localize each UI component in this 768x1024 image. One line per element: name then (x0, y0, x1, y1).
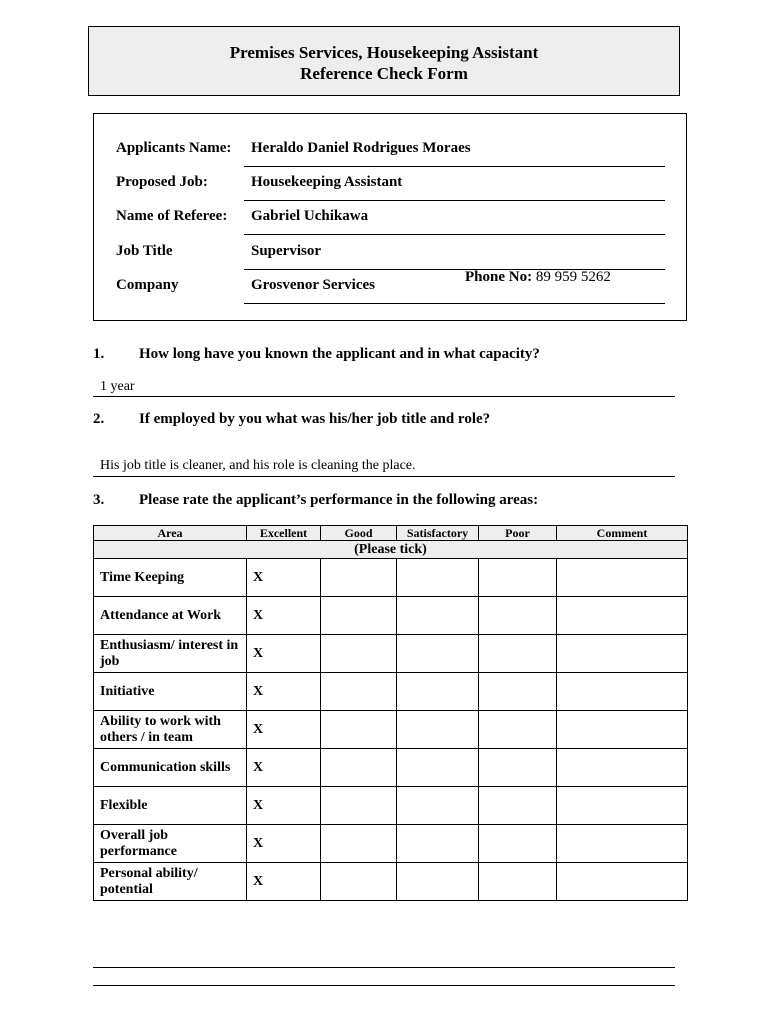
good-cell[interactable] (321, 711, 397, 749)
excellent-cell[interactable]: X (247, 559, 321, 597)
excellent-cell[interactable]: X (247, 597, 321, 635)
comment-cell[interactable] (557, 863, 688, 901)
excellent-cell[interactable]: X (247, 787, 321, 825)
please-tick-note: (Please tick) (94, 541, 688, 559)
table-row (94, 749, 688, 787)
satisfactory-cell[interactable] (397, 559, 479, 597)
poor-cell[interactable] (479, 597, 557, 635)
proposed-job-line (244, 200, 665, 201)
question-3-text: Please rate the applicant’s performance in the following areas: (139, 492, 539, 508)
comment-cell[interactable] (557, 787, 688, 825)
good-cell[interactable] (321, 863, 397, 901)
applicant-info-box (93, 113, 687, 321)
excellent-cell[interactable]: X (247, 825, 321, 863)
table-row (94, 673, 688, 711)
comment-cell[interactable] (557, 749, 688, 787)
header-satisfactory: Satisfactory (397, 526, 479, 541)
question-1 (93, 346, 540, 363)
table-header-row (94, 526, 688, 541)
table-row (94, 559, 688, 597)
answer-2-line (93, 476, 675, 477)
area-cell: Attendance at Work (94, 597, 247, 635)
header-comment: Comment (557, 526, 688, 541)
phone-value: 89 959 5262 (535, 269, 611, 285)
comment-cell[interactable] (557, 597, 688, 635)
excellent-cell[interactable]: X (247, 673, 321, 711)
question-2-number: 2. (93, 411, 105, 427)
header-area: Area (94, 526, 247, 541)
satisfactory-cell[interactable] (397, 711, 479, 749)
phone-number[interactable] (465, 269, 611, 286)
good-cell[interactable] (321, 673, 397, 711)
good-cell[interactable] (321, 597, 397, 635)
phone-label: Phone No: (465, 269, 533, 285)
good-cell[interactable] (321, 749, 397, 787)
satisfactory-cell[interactable] (397, 825, 479, 863)
form-title-box (88, 26, 680, 96)
form-title: Premises Services, Housekeeping Assistant (229, 43, 539, 62)
good-cell[interactable] (321, 635, 397, 673)
referee-name-label: Name of Referee: (116, 208, 228, 224)
applicant-name-label: Applicants Name: (116, 140, 232, 156)
comment-cell[interactable] (557, 673, 688, 711)
applicant-name-value[interactable]: Heraldo Daniel Rodrigues Moraes (251, 140, 471, 156)
table-row (94, 787, 688, 825)
signature-line-2 (93, 985, 675, 986)
comment-cell[interactable] (557, 635, 688, 673)
table-row (94, 711, 688, 749)
area-cell: Initiative (94, 673, 247, 711)
tick-note-row (94, 541, 688, 559)
form-subtitle: Reference Check Form (300, 64, 468, 83)
answer-1-line (93, 396, 675, 397)
excellent-cell[interactable]: X (247, 749, 321, 787)
good-cell[interactable] (321, 559, 397, 597)
question-1-text: How long have you known the applicant and in what capacity? (139, 346, 540, 362)
area-cell: Personal ability/ potential (94, 863, 247, 901)
applicant-name-line (244, 166, 665, 167)
table-row (94, 863, 688, 901)
poor-cell[interactable] (479, 787, 557, 825)
area-cell: Overall job performance (94, 825, 247, 863)
poor-cell[interactable] (479, 673, 557, 711)
company-line (244, 303, 665, 304)
satisfactory-cell[interactable] (397, 749, 479, 787)
job-title-label: Job Title (116, 243, 173, 259)
good-cell[interactable] (321, 787, 397, 825)
satisfactory-cell[interactable] (397, 863, 479, 901)
excellent-cell[interactable]: X (247, 711, 321, 749)
poor-cell[interactable] (479, 863, 557, 901)
area-cell: Enthusiasm/ interest in job (94, 635, 247, 673)
comment-cell[interactable] (557, 825, 688, 863)
header-excellent: Excellent (247, 526, 321, 541)
header-poor: Poor (479, 526, 557, 541)
comment-cell[interactable] (557, 711, 688, 749)
header-good: Good (321, 526, 397, 541)
poor-cell[interactable] (479, 825, 557, 863)
question-2-text: If employed by you what was his/her job title and role? (139, 411, 491, 427)
question-2 (93, 411, 490, 428)
area-cell: Flexible (94, 787, 247, 825)
table-row (94, 597, 688, 635)
answer-1[interactable]: 1 year (100, 379, 135, 394)
area-cell: Time Keeping (94, 559, 247, 597)
poor-cell[interactable] (479, 711, 557, 749)
question-3 (93, 492, 538, 509)
satisfactory-cell[interactable] (397, 787, 479, 825)
comment-cell[interactable] (557, 559, 688, 597)
poor-cell[interactable] (479, 559, 557, 597)
satisfactory-cell[interactable] (397, 673, 479, 711)
poor-cell[interactable] (479, 749, 557, 787)
question-1-number: 1. (93, 346, 105, 362)
good-cell[interactable] (321, 825, 397, 863)
satisfactory-cell[interactable] (397, 635, 479, 673)
question-3-number: 3. (93, 492, 105, 508)
company-value[interactable]: Grosvenor Services (251, 277, 376, 293)
satisfactory-cell[interactable] (397, 597, 479, 635)
job-title-value[interactable]: Supervisor (251, 243, 322, 259)
table-row (94, 825, 688, 863)
table-row (94, 635, 688, 673)
area-cell: Ability to work with others / in team (94, 711, 247, 749)
company-label: Company (116, 277, 179, 293)
referee-name-value[interactable]: Gabriel Uchikawa (251, 208, 369, 224)
excellent-cell[interactable]: X (247, 863, 321, 901)
poor-cell[interactable] (479, 635, 557, 673)
excellent-cell[interactable]: X (247, 635, 321, 673)
referee-name-line (244, 234, 665, 235)
proposed-job-label: Proposed Job: (116, 174, 208, 190)
performance-rating-table (93, 525, 688, 901)
proposed-job-value[interactable]: Housekeeping Assistant (251, 174, 403, 190)
signature-line-1 (93, 967, 675, 968)
area-cell: Communication skills (94, 749, 247, 787)
answer-2[interactable]: His job title is cleaner, and his role is cleaning the place. (100, 458, 416, 473)
